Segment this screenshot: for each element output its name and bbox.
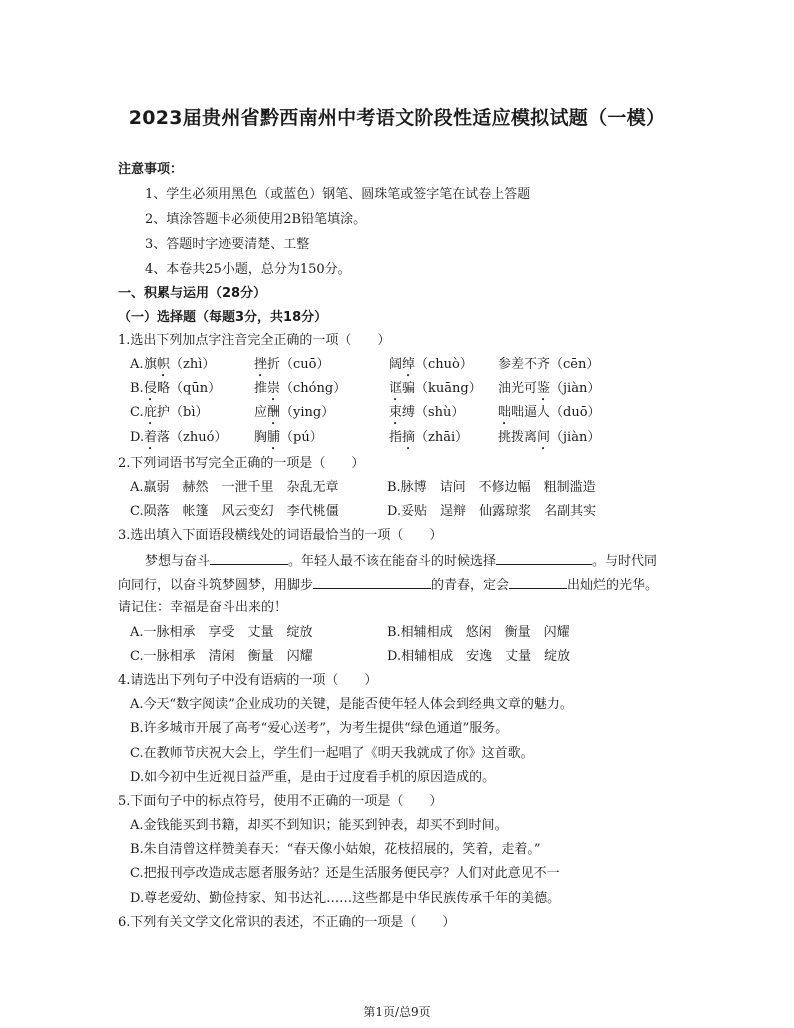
question-1-option-c-item	[144, 405, 209, 428]
question-3-stem: 3.选出填入下面语段横线处的词语最恰当的一项（ ）	[118, 528, 443, 543]
question-5-stem: 5.下面句子中的标点符号，使用不正确的一项是（ ）	[118, 794, 443, 809]
notice-item-1: 1、学生必须用黑色（或蓝色）钢笔、圆珠笔或签字笔在试卷上答题	[145, 187, 531, 202]
notice-item-3: 3、答题时字迹要清楚、工整	[145, 237, 310, 252]
question-4-option-a: A.今天“数字阅读”企业成功的关键，是能否使年轻人体会到经典文章的魅力。	[130, 697, 573, 712]
notice-item-4: 4、本卷共25小题，总分为150分。	[145, 262, 351, 277]
dotted-character: 崇	[267, 381, 281, 396]
dotted-character: 侵	[144, 381, 158, 396]
dotted-character: 庇	[144, 405, 158, 420]
question-3-option-d: D.相辅相成 安逸 丈量 绽放	[387, 649, 571, 664]
question-1-option-d-item	[498, 430, 600, 453]
question-4-option-b: B.许多城市开展了高考“爱心送考”，为考生提供“绿色通道”服务。	[130, 721, 509, 736]
question-5-option-a: A.金钱能买到书籍，却买不到知识；能买到钟表，却买不到时间。	[130, 818, 508, 833]
question-1-option-b-item	[144, 381, 221, 404]
pinyin-text: （chuò）	[415, 357, 473, 372]
passage-text: 梦想与奋斗	[145, 554, 211, 569]
pinyin-text: 骗（kuāng）	[402, 381, 482, 396]
question-3-passage-line-3: 请记住：幸福是奋斗出来的！	[118, 600, 288, 615]
pinyin-text: （ying）	[280, 405, 335, 420]
question-3-passage-line-2	[118, 576, 658, 594]
question-1-option-a-letter: A.	[130, 357, 144, 372]
item-text: 应	[254, 405, 268, 420]
passage-text: 。年轻人最不该在能奋斗的时候选择	[288, 554, 497, 569]
passage-text: 出灿烂的光华。	[567, 578, 659, 593]
section-heading: 一、积累与运用（28分）	[118, 286, 267, 301]
question-3-option-c: C.一脉相承 清闲 衡量 闪耀	[130, 649, 313, 664]
subsection-heading: （一）选择题（每题3分，共18分）	[118, 310, 328, 325]
pinyin-text: 落（zhuó）	[157, 430, 228, 445]
pinyin-text: （pú）	[280, 430, 323, 445]
item-text: 旗	[144, 357, 158, 372]
dotted-character: 咄	[498, 405, 512, 420]
notice-item-2: 2、填涂答题卡必须使用2B铅笔填涂。	[145, 212, 367, 227]
question-1-option-c-item	[254, 405, 334, 428]
answer-blank	[210, 552, 288, 565]
question-1-option-c-item	[389, 405, 464, 428]
dotted-character: 酬	[267, 405, 281, 420]
question-1-option-d-item	[389, 430, 468, 453]
answer-blank	[509, 576, 567, 589]
question-6-stem: 6.下列有关文学文化常识的表述，不正确的一项是（ ）	[118, 915, 456, 930]
pinyin-text: （chóng）	[280, 381, 347, 396]
question-5-option-c: C.把报刊亭改造成志愿者服务站？还是生活服务便民亭？人们对此意见不一	[130, 866, 560, 881]
passage-text: 。与时代同	[592, 554, 658, 569]
question-1-option-d-item	[254, 430, 323, 453]
item-text: 油光可	[498, 381, 538, 396]
question-1-option-b-letter: B.	[130, 381, 144, 396]
question-2-option-a: A.羸弱 赫然 一泄千里 杂乱无章	[130, 480, 339, 495]
item-text: 参差不齐（	[498, 357, 564, 372]
item-text: 胸	[254, 430, 268, 445]
page-title: 2023届贵州省黔西南州中考语文阶段性适应模拟试题（一模）	[128, 107, 666, 129]
pinyin-text: （zhāi）	[415, 430, 469, 445]
pinyin-text: 缚（shù）	[402, 405, 465, 420]
pinyin-text: （jiàn）	[550, 381, 601, 396]
dotted-character: 摘	[402, 430, 416, 445]
question-5-option-d: D.尊老爱幼、勤俭持家、知书达礼……这些都是中华民族传承千年的美德。	[130, 891, 561, 906]
question-1-option-a-item	[254, 357, 330, 380]
question-1-option-d-item	[144, 430, 227, 453]
question-2-stem: 2.下列词语书写完全正确的一项是（ ）	[118, 456, 365, 471]
item-text: 指	[389, 430, 403, 445]
item-text: 推	[254, 381, 268, 396]
question-4-option-c: C.在教师节庆祝大会上，学生们一起唱了《明天我就成了你》这首歌。	[130, 746, 534, 761]
question-1-option-a-item	[144, 357, 215, 380]
question-3-option-b: B.相辅相成 悠闲 衡量 闪耀	[387, 625, 570, 640]
question-1-option-b-item	[389, 381, 482, 404]
dotted-character: 鉴	[537, 381, 551, 396]
answer-blank	[496, 552, 592, 565]
dotted-character: 诓	[389, 381, 403, 396]
question-4-stem: 4.请选出下列句子中没有语病的一项（ ）	[118, 673, 378, 688]
pinyin-text: cēn）	[563, 357, 600, 372]
dotted-character: 帜	[157, 357, 171, 372]
pinyin-text: （jiàn）	[550, 430, 601, 445]
question-2-option-d: D.妥贴 逞辩 仙露琼浆 名副其实	[387, 504, 597, 519]
item-text: 挑拨离	[498, 430, 538, 445]
page-number: 第1页/总9页	[363, 1005, 431, 1019]
notice-heading: 注意事项：	[118, 162, 184, 177]
passage-text: 的青春，定会	[431, 578, 510, 593]
dotted-character: 绰	[402, 357, 416, 372]
dotted-character: 着	[144, 430, 158, 445]
answer-blank	[313, 576, 431, 589]
pinyin-text: 护（bì）	[157, 405, 209, 420]
question-1-stem: 1.选出下列加点字注音完全正确的一项（ ）	[118, 333, 391, 348]
question-1-option-a-item	[498, 357, 599, 380]
question-2-option-c: C.陨落 帐篷 风云变幻 李代桃僵	[130, 504, 339, 519]
question-1-option-b-item	[498, 381, 600, 404]
dotted-character: 束	[389, 405, 403, 420]
question-1-option-a-item	[389, 357, 473, 380]
dotted-character: 挫	[254, 357, 268, 372]
question-1-option-d-letter: D.	[130, 430, 145, 445]
pinyin-text: 略（qūn）	[157, 381, 222, 396]
pinyin-text: （zhì）	[170, 357, 216, 372]
dotted-character: 脯	[267, 430, 281, 445]
pinyin-text: 咄逼人（duō）	[511, 405, 601, 420]
question-1-option-c-item	[498, 405, 601, 428]
question-1-option-c-letter: C.	[130, 405, 144, 420]
question-2-option-b: B.脉博 诘问 不修边幅 粗制滥造	[387, 480, 596, 495]
question-3-passage-line-1	[145, 552, 657, 570]
question-3-option-a: A.一脉相承 享受 丈量 绽放	[130, 625, 313, 640]
question-5-option-b: B.朱自清曾这样赞美春天：“春天像小姑娘，花枝招展的，笑着，走着。”	[130, 842, 541, 857]
question-4-option-d: D.如今初中生近视日益严重，是由于过度看手机的原因造成的。	[130, 770, 496, 785]
pinyin-text: 折（cuō）	[267, 357, 330, 372]
question-1-option-b-item	[254, 381, 346, 404]
passage-text: 向同行，以奋斗筑梦圆梦，用脚步	[118, 578, 314, 593]
item-text: 阔	[389, 357, 403, 372]
dotted-character: 间	[537, 430, 551, 445]
